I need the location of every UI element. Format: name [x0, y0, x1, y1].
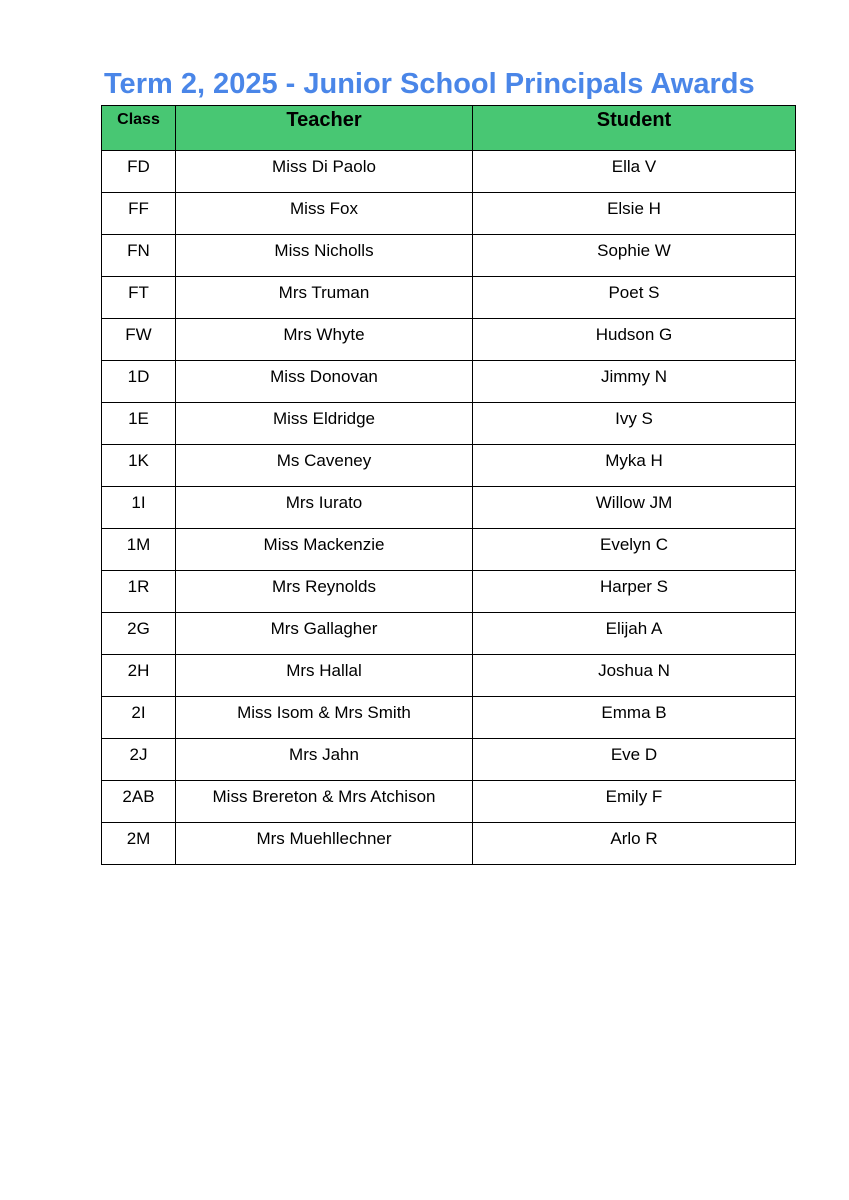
- awards-table: [101, 105, 796, 865]
- table-row: [102, 277, 796, 319]
- student-cell: Arlo R: [473, 823, 796, 865]
- teacher-cell: Miss Mackenzie: [176, 529, 473, 571]
- teacher-cell: Mrs Gallagher: [176, 613, 473, 655]
- column-header-class: Class: [102, 106, 176, 151]
- class-cell: FN: [102, 235, 176, 277]
- student-cell: Poet S: [473, 277, 796, 319]
- student-cell: Hudson G: [473, 319, 796, 361]
- student-cell: Elijah A: [473, 613, 796, 655]
- student-cell: Jimmy N: [473, 361, 796, 403]
- teacher-cell: Mrs Iurato: [176, 487, 473, 529]
- class-cell: FW: [102, 319, 176, 361]
- table-row: [102, 571, 796, 613]
- class-cell: 2G: [102, 613, 176, 655]
- table-row: [102, 487, 796, 529]
- table-row: [102, 319, 796, 361]
- column-header-student: Student: [473, 106, 796, 151]
- class-cell: 2I: [102, 697, 176, 739]
- class-cell: 1R: [102, 571, 176, 613]
- student-cell: Eve D: [473, 739, 796, 781]
- class-cell: 2M: [102, 823, 176, 865]
- student-cell: Joshua N: [473, 655, 796, 697]
- class-cell: FD: [102, 151, 176, 193]
- table-row: [102, 823, 796, 865]
- table-row: [102, 361, 796, 403]
- teacher-cell: Mrs Hallal: [176, 655, 473, 697]
- teacher-cell: Mrs Whyte: [176, 319, 473, 361]
- teacher-cell: Miss Isom & Mrs Smith: [176, 697, 473, 739]
- table-row: [102, 529, 796, 571]
- class-cell: FT: [102, 277, 176, 319]
- table-row: [102, 403, 796, 445]
- class-cell: FF: [102, 193, 176, 235]
- table-header: [102, 106, 796, 151]
- class-cell: 2H: [102, 655, 176, 697]
- teacher-cell: Miss Donovan: [176, 361, 473, 403]
- teacher-cell: Mrs Reynolds: [176, 571, 473, 613]
- class-cell: 1I: [102, 487, 176, 529]
- student-cell: Emma B: [473, 697, 796, 739]
- class-cell: 2AB: [102, 781, 176, 823]
- student-cell: Sophie W: [473, 235, 796, 277]
- table-row: [102, 739, 796, 781]
- student-cell: Emily F: [473, 781, 796, 823]
- table-row: [102, 445, 796, 487]
- teacher-cell: Mrs Muehllechner: [176, 823, 473, 865]
- student-cell: Elsie H: [473, 193, 796, 235]
- student-cell: Harper S: [473, 571, 796, 613]
- column-header-teacher: Teacher: [176, 106, 473, 151]
- table-body: [102, 151, 796, 865]
- teacher-cell: Mrs Jahn: [176, 739, 473, 781]
- student-cell: Ivy S: [473, 403, 796, 445]
- table-row: [102, 697, 796, 739]
- class-cell: 1M: [102, 529, 176, 571]
- class-cell: 1E: [102, 403, 176, 445]
- teacher-cell: Ms Caveney: [176, 445, 473, 487]
- page-title: Term 2, 2025 - Junior School Principals Awards: [104, 68, 755, 100]
- teacher-cell: Miss Eldridge: [176, 403, 473, 445]
- student-cell: Willow JM: [473, 487, 796, 529]
- table-row: [102, 151, 796, 193]
- table-row: [102, 655, 796, 697]
- header-row: [102, 106, 796, 151]
- teacher-cell: Mrs Truman: [176, 277, 473, 319]
- table-row: [102, 193, 796, 235]
- student-cell: Ella V: [473, 151, 796, 193]
- teacher-cell: Miss Di Paolo: [176, 151, 473, 193]
- table-row: [102, 613, 796, 655]
- teacher-cell: Miss Brereton & Mrs Atchison: [176, 781, 473, 823]
- table-row: [102, 235, 796, 277]
- table-row: [102, 781, 796, 823]
- student-cell: Myka H: [473, 445, 796, 487]
- class-cell: 1D: [102, 361, 176, 403]
- teacher-cell: Miss Nicholls: [176, 235, 473, 277]
- class-cell: 1K: [102, 445, 176, 487]
- teacher-cell: Miss Fox: [176, 193, 473, 235]
- student-cell: Evelyn C: [473, 529, 796, 571]
- class-cell: 2J: [102, 739, 176, 781]
